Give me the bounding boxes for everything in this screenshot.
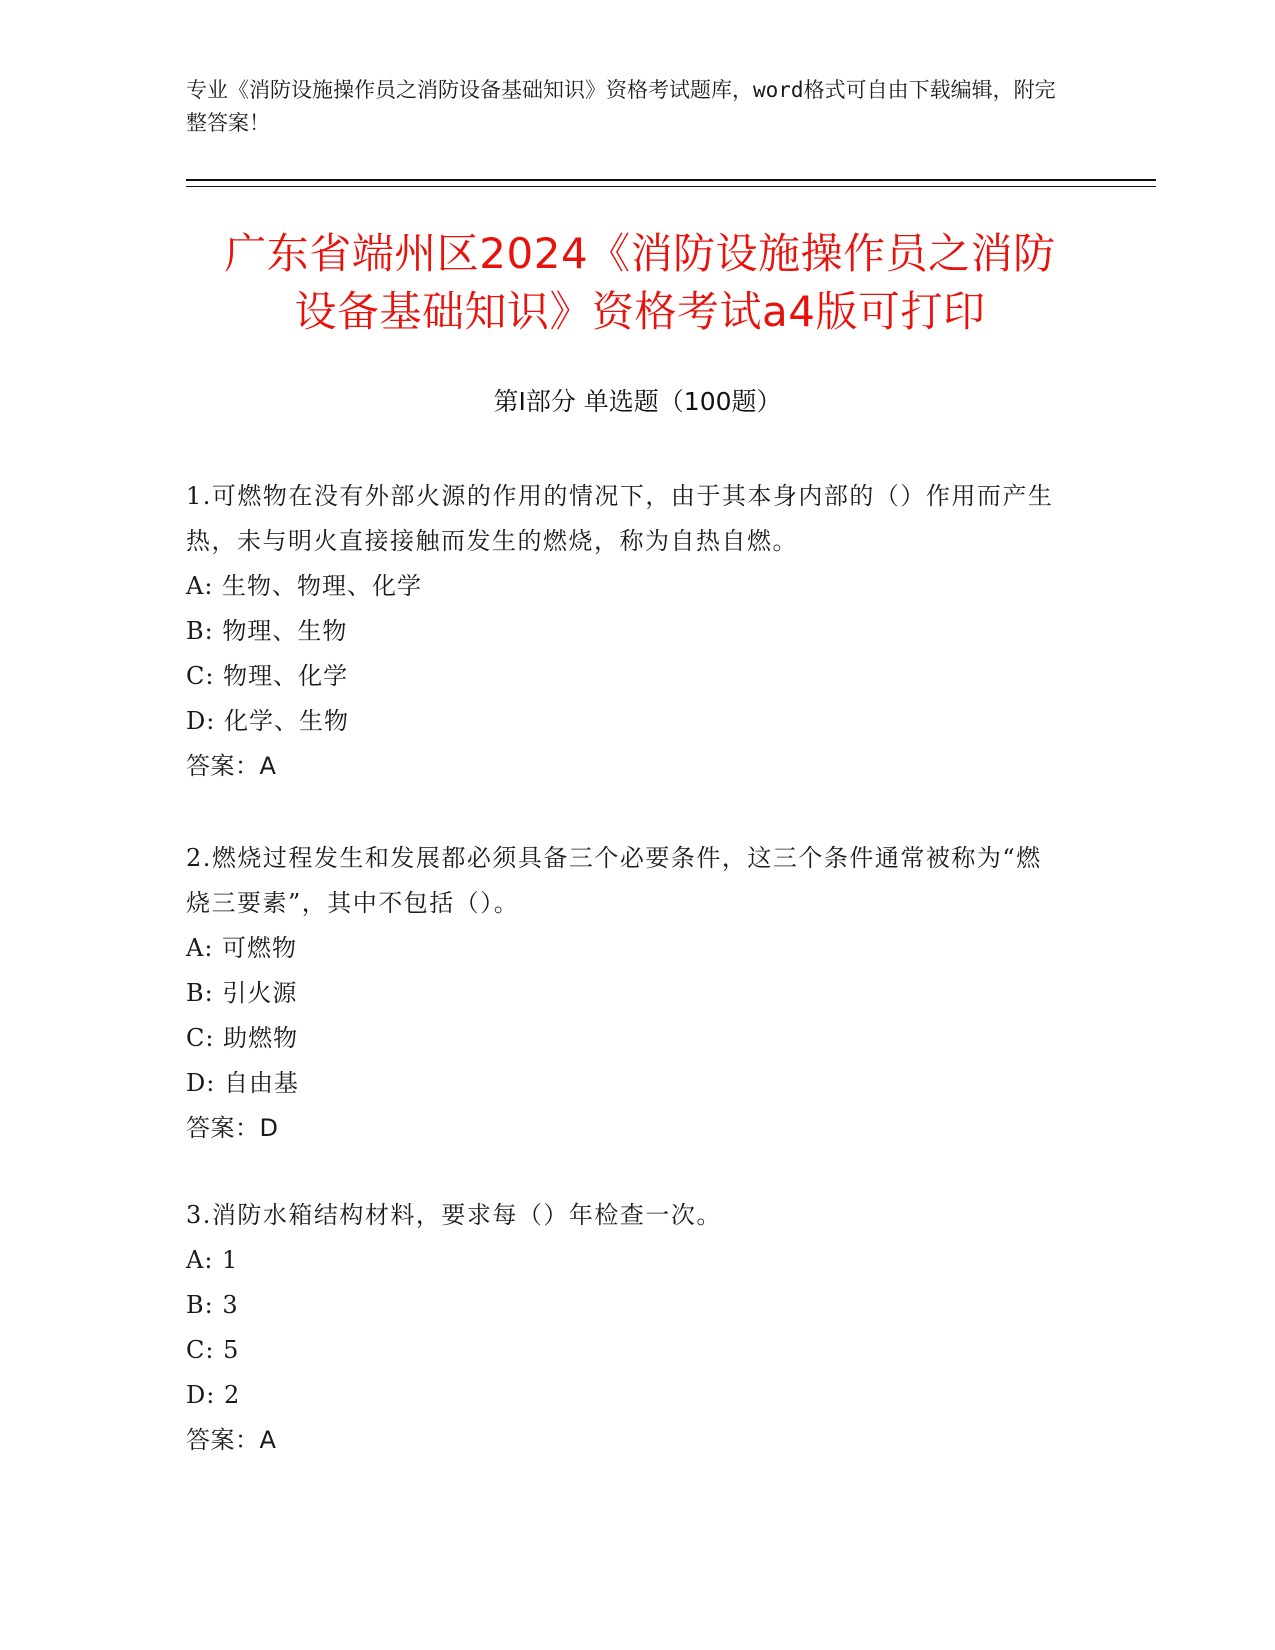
question-3 — [186, 1193, 1066, 1463]
question-3-answer: 答案：A — [186, 1426, 277, 1454]
question-3-option-b: B: 3 — [186, 1291, 239, 1319]
question-1-option-a: A: 生物、物理、化学 — [186, 572, 423, 600]
question-3-option-d: D: 2 — [186, 1381, 241, 1409]
question-1-option-b: B: 物理、生物 — [186, 617, 348, 645]
question-1-stem: 1.可燃物在没有外部火源的作用的情况下，由于其本身内部的（）作用而产生热，未与明火直接接触而发生的燃烧，称为自热自燃。 — [186, 482, 1054, 555]
question-2-stem: 2.燃烧过程发生和发展都必须具备三个必要条件，这三个条件通常被称为“燃烧三要素”，其中不包括（）。 — [186, 844, 1042, 917]
question-2-option-c: C: 助燃物 — [186, 1024, 299, 1052]
question-2 — [186, 836, 1066, 1151]
header-divider-thin — [186, 186, 1156, 187]
question-3-stem: 3.消防水箱结构材料，要求每（）年检查一次。 — [186, 1201, 722, 1229]
question-2-option-a: A: 可燃物 — [186, 934, 298, 962]
question-2-answer: 答案：D — [186, 1114, 279, 1142]
question-3-option-a: A: 1 — [186, 1246, 239, 1274]
section-heading: 第Ⅰ部分 单选题（100题） — [493, 387, 782, 416]
question-1-answer: 答案：A — [186, 752, 277, 780]
document-title-line-2: 设备基础知识》资格考试a4版可打印 — [294, 287, 986, 336]
question-1-option-c: C: 物理、化学 — [186, 662, 349, 690]
document-title-line-1: 广东省端州区2024《消防设施操作员之消防 — [224, 229, 1056, 278]
question-3-option-c: C: 5 — [186, 1336, 240, 1364]
document-title — [140, 225, 1140, 341]
header-note: 专业《消防设施操作员之消防设备基础知识》资格考试题库，word格式可自由下载编辑，附完整答案！ — [186, 78, 1056, 135]
question-2-option-d: D: 自由基 — [186, 1069, 299, 1097]
question-1 — [186, 474, 1066, 789]
question-2-option-b: B: 引火源 — [186, 979, 298, 1007]
header-divider-thick — [186, 179, 1156, 181]
question-1-option-d: D: 化学、生物 — [186, 707, 349, 735]
